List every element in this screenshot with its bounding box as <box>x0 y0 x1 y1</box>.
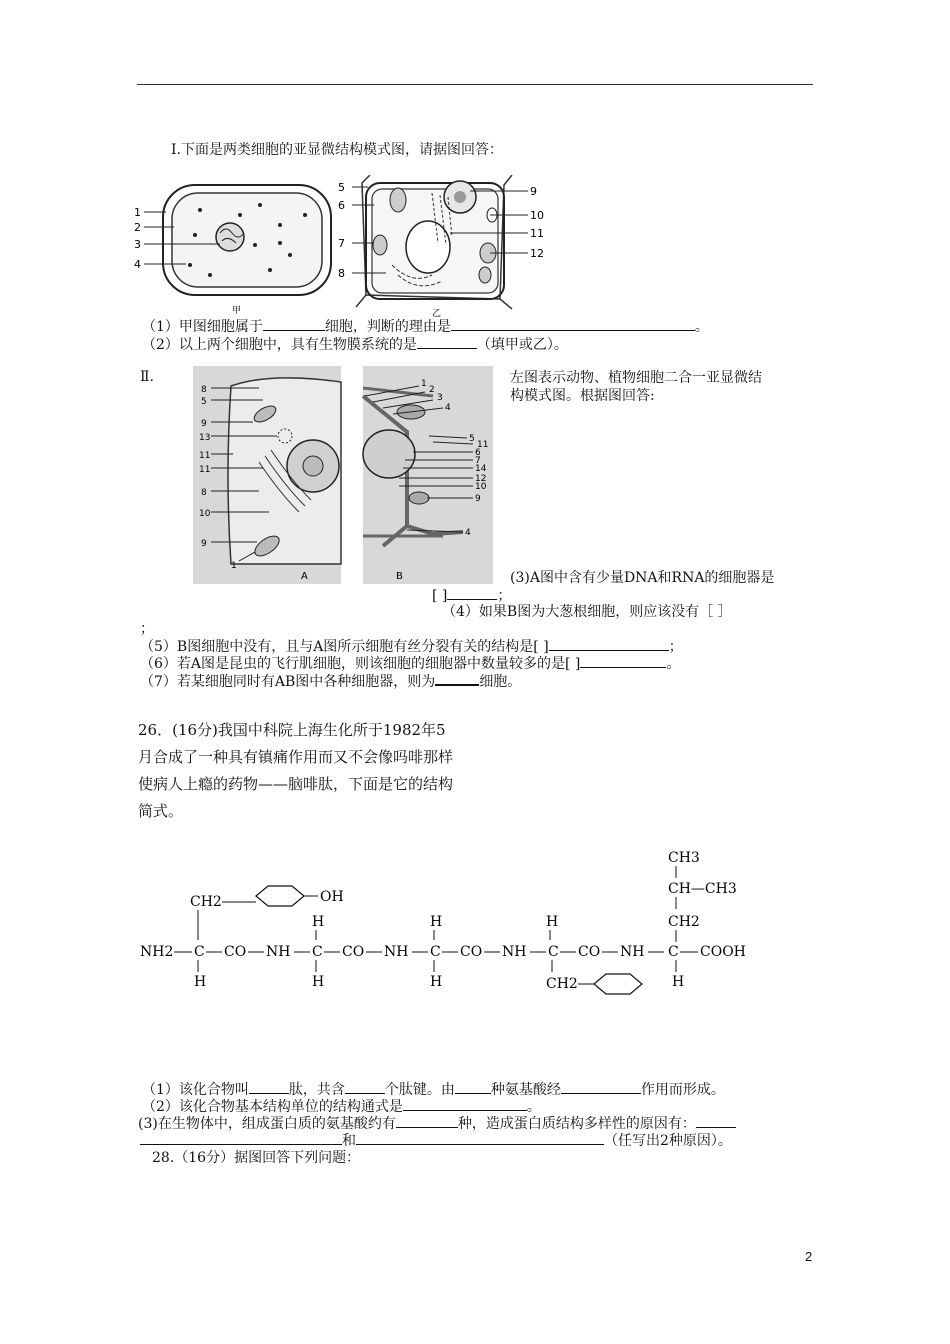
yi-label: 5 <box>338 181 345 194</box>
chain-atom: NH2 <box>140 944 174 960</box>
h-label: H <box>194 974 207 990</box>
caption-yi: 乙 <box>432 309 442 319</box>
h-label: H <box>312 914 325 930</box>
a-label: 9 <box>201 539 207 549</box>
a-label: 1 <box>231 561 237 571</box>
caption-jia: 甲 <box>232 306 242 316</box>
chain-atom: COOH <box>700 944 746 960</box>
s3-blank[interactable] <box>396 1114 458 1128</box>
q3-bracket[interactable]: [ ] <box>432 588 448 604</box>
b-label: 10 <box>475 482 487 492</box>
b-label: 4 <box>445 403 451 413</box>
q1-blank-1[interactable] <box>263 317 325 331</box>
s3-text: (3)在生物体中，组成蛋白质的氨基酸约有 <box>138 1116 396 1132</box>
yi-label: 10 <box>530 209 544 222</box>
h-label: H <box>546 914 559 930</box>
q6-text: （6）若A图是昆虫的飞行肌细胞，则该细胞的细胞器中数量较多的是[ ] <box>140 656 581 672</box>
q3-blank[interactable] <box>447 586 497 600</box>
s2-blank[interactable] <box>403 1097 527 1111</box>
ch2-tyr-label: CH2 <box>190 894 222 910</box>
chain-atom: NH <box>266 944 291 960</box>
b-label: 5 <box>469 434 475 444</box>
question-4[interactable]: （4）如果B图为大葱根细胞，则应该没有［ ］ <box>442 604 732 620</box>
question-4-end: ； <box>140 621 154 637</box>
oh-label: OH <box>320 889 344 905</box>
question-2 <box>142 335 568 354</box>
cell-diagram-a-b <box>193 366 493 584</box>
chain-atom: CO <box>578 944 601 960</box>
jia-label: 3 <box>134 238 141 251</box>
section2-desc-1: 左图表示动物、植物细胞二合一亚显微结 <box>510 370 762 386</box>
section2-desc-2: 构模式图。根据图回答: <box>510 388 655 404</box>
q6-end: 。 <box>666 656 681 672</box>
q26-sub-3-cont <box>140 1131 732 1150</box>
b-label: 1 <box>421 379 427 389</box>
s3-text: 种，造成蛋白质结构多样性的原因有： <box>457 1116 696 1132</box>
ch2-label: CH2 <box>668 914 700 930</box>
q26-line: 26．(16分)我国中科院上海生化所于1982年5 <box>138 721 446 739</box>
ch2-phe-label: CH2 <box>546 976 578 992</box>
b-label: 14 <box>475 464 487 474</box>
chain-atom: C <box>548 944 559 960</box>
s3-blank[interactable] <box>356 1131 604 1145</box>
page-number: 2 <box>805 1249 813 1264</box>
q5-end: ； <box>668 639 683 655</box>
enkephalin-structure <box>138 840 778 1000</box>
s3-blank[interactable] <box>140 1131 342 1145</box>
benzene-ring-2 <box>594 974 642 994</box>
question-1 <box>142 317 709 336</box>
b-label: 9 <box>475 494 481 504</box>
q1-text-b: 细胞，判断的理由是 <box>324 319 451 335</box>
chain-atom: C <box>312 944 323 960</box>
chain-atom: CO <box>460 944 483 960</box>
jia-label: 2 <box>134 221 141 234</box>
caption-a: A <box>301 571 308 582</box>
s1-blank[interactable] <box>455 1080 491 1094</box>
b-label: 7 <box>475 456 481 466</box>
ch3-label: CH3 <box>668 850 700 866</box>
q1-text-c: 。 <box>694 319 709 335</box>
jia-label: 4 <box>134 258 141 271</box>
section2-label: Ⅱ. <box>140 369 154 385</box>
yi-label: 9 <box>530 185 537 198</box>
q2-text-a: （2）以上两个细胞中，具有生物膜系统的是 <box>142 337 417 353</box>
q26-intro <box>138 717 453 825</box>
b-label: 4 <box>465 528 471 538</box>
b-label: 3 <box>437 393 443 403</box>
cell-jia <box>134 185 331 316</box>
yi-label: 7 <box>338 237 345 250</box>
b-label: 6 <box>475 448 481 458</box>
s3-blank[interactable] <box>696 1114 736 1128</box>
jia-label: 1 <box>134 206 141 219</box>
s1-blank[interactable] <box>561 1080 641 1094</box>
b-label: 11 <box>477 440 489 450</box>
q5-text: （5）B图细胞中没有，且与A图所示细胞有丝分裂有关的结构是[ ] <box>140 639 549 655</box>
chain-atom: NH <box>502 944 527 960</box>
h-label: H <box>430 974 443 990</box>
q7-blank[interactable] <box>435 671 479 686</box>
chain-atom: C <box>194 944 205 960</box>
ch-ch3-label: CH—CH3 <box>668 881 737 897</box>
question-7 <box>140 671 521 691</box>
a-label: 13 <box>199 433 211 443</box>
chain-atom: CO <box>224 944 247 960</box>
chain-atom: NH <box>384 944 409 960</box>
cell-diagram-jia-yi <box>130 175 560 325</box>
a-label: 9 <box>201 419 207 429</box>
q1-text-a: （1）甲图细胞属于 <box>142 319 263 335</box>
q26-line: 月合成了一种具有镇痛作用而又不会像吗啡那样 <box>138 748 454 766</box>
q6-blank[interactable] <box>580 654 666 668</box>
a-label: 5 <box>201 397 207 407</box>
h-label: H <box>672 974 685 990</box>
caption-b: B <box>396 571 403 582</box>
a-label: 8 <box>201 488 207 498</box>
s3-text: （任写出2种原因）。 <box>604 1133 732 1149</box>
chain-atom: C <box>430 944 441 960</box>
benzene-ring-1 <box>256 886 304 906</box>
a-label: 11 <box>199 465 211 475</box>
s1-text: 种氨基酸经 <box>490 1082 561 1098</box>
yi-label: 11 <box>530 227 544 240</box>
s1-blank[interactable] <box>345 1080 385 1094</box>
q1-blank-2[interactable] <box>451 317 695 331</box>
a-label: 11 <box>199 451 211 461</box>
s3-text: 和 <box>342 1133 356 1149</box>
yi-label: 6 <box>338 199 345 212</box>
yi-label: 8 <box>338 267 345 280</box>
chain-atom: NH <box>620 944 645 960</box>
q28-heading: 28.（16分）据图回答下列问题： <box>152 1150 361 1166</box>
h-label: H <box>430 914 443 930</box>
q26-line: 简式。 <box>138 802 184 820</box>
yi-label: 12 <box>530 247 544 260</box>
cell-yi <box>338 175 544 319</box>
s1-blank[interactable] <box>249 1080 289 1094</box>
section1-intro: Ⅰ.下面是两类细胞的亚显微结构模式图，请据图回答： <box>171 142 503 158</box>
b-label: 2 <box>429 385 435 395</box>
q3-end: ； <box>497 588 512 604</box>
q2-blank[interactable] <box>417 335 477 349</box>
question-3-a: (3)A图中含有少量DNA和RNA的细胞器是 <box>510 570 775 586</box>
b-label: 12 <box>475 474 487 484</box>
q5-blank[interactable] <box>549 637 669 651</box>
s1-text: 肽，共含 <box>288 1082 345 1098</box>
s1-text: 作用而形成。 <box>640 1082 725 1098</box>
s2-text: 。 <box>526 1099 541 1115</box>
s2-text: （2）该化合物基本结构单位的结构通式是 <box>142 1099 403 1115</box>
q26-line: 使病人上瘾的药物——脑啡肽，下面是它的结构 <box>138 775 454 793</box>
q7-text-b: 细胞。 <box>479 674 522 690</box>
chain-atom: CO <box>342 944 365 960</box>
header-rule <box>137 84 813 85</box>
s1-text: 个肽键。由 <box>384 1082 455 1098</box>
q7-text-a: （7）若某细胞同时有AB图中各种细胞器，则为 <box>140 674 436 690</box>
h-label: H <box>312 974 325 990</box>
a-label: 10 <box>199 509 211 519</box>
s1-text: （1）该化合物叫 <box>142 1082 249 1098</box>
q2-text-b: （填甲或乙）。 <box>476 337 568 353</box>
chain-atom: C <box>668 944 679 960</box>
a-label: 8 <box>201 385 207 395</box>
